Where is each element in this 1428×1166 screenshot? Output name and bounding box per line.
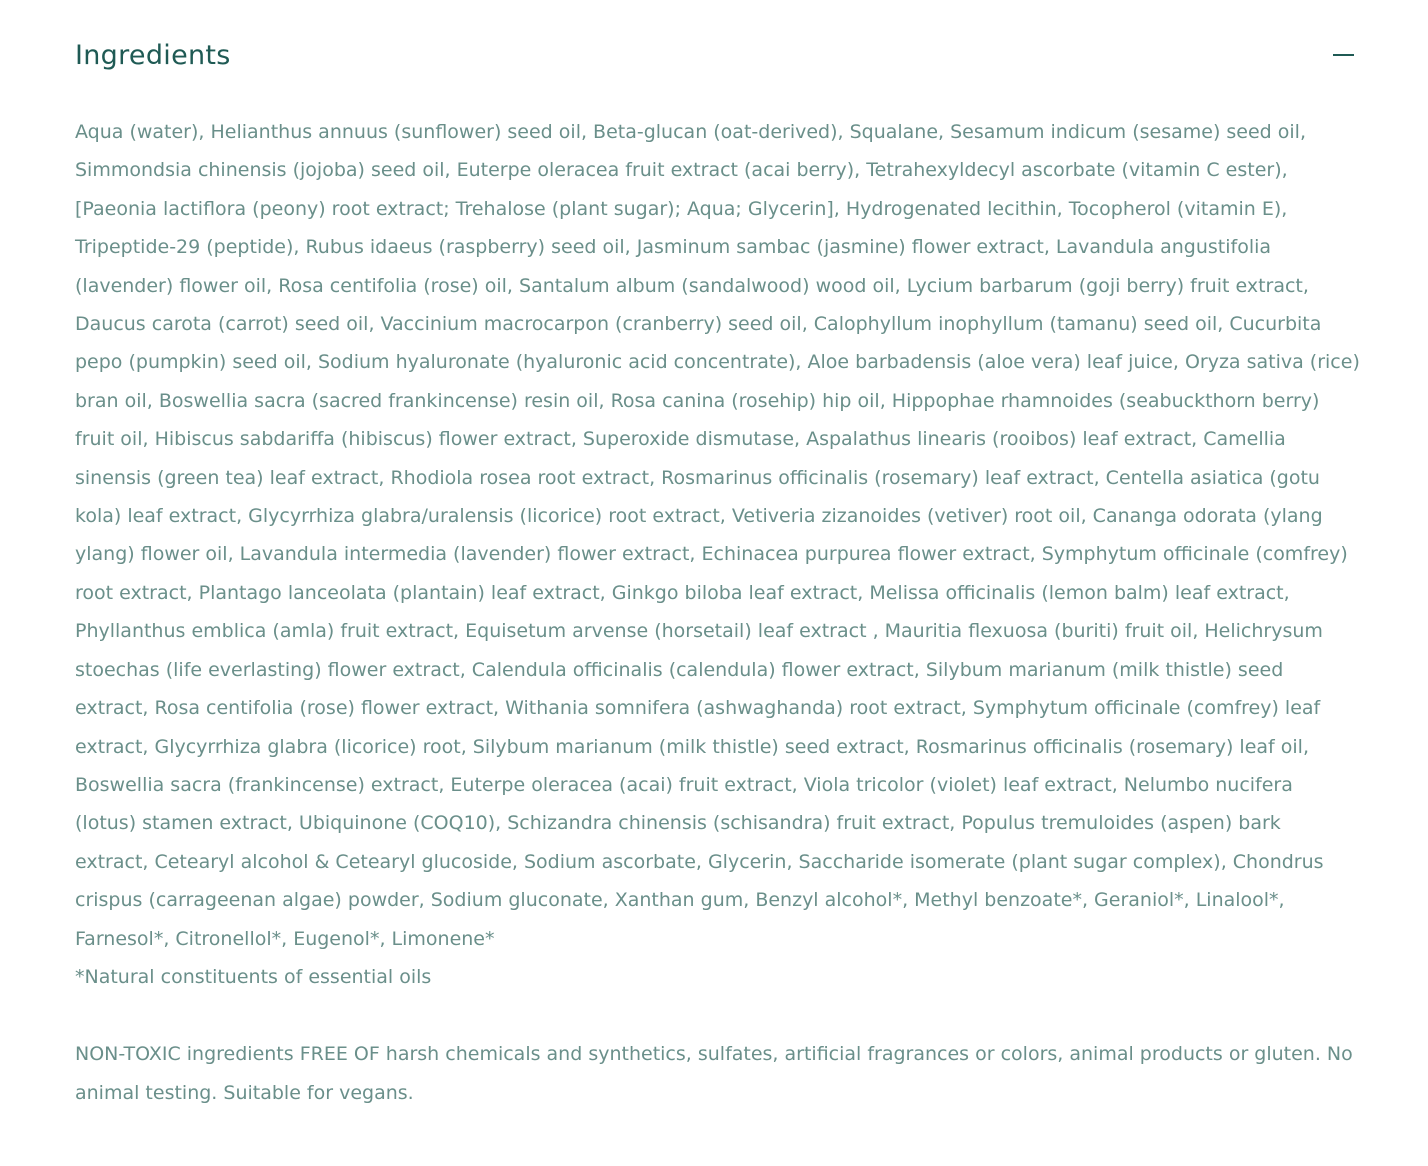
essential-oils-footnote: *Natural constituents of essential oils: [75, 965, 432, 988]
accordion-title[interactable]: Ingredients: [75, 40, 231, 71]
collapse-button[interactable]: [1332, 44, 1356, 68]
minus-icon: [1333, 54, 1354, 56]
accordion-header[interactable]: [75, 0, 1360, 112]
ingredients-list: Aqua (water), Helianthus annuus (sunflower) seed oil, Beta-glucan (oat-derived), Squalane, Sesamum indicum (sesame) seed oil, Simmondsia chinensis (jojoba) seed oil, Euterpe oleracea fruit extract (acai berry), Tetrahexyldecyl ascorbate (vitamin C ester), [Paeonia lactiflora (peony) root extract; Trehalose (plant sugar); Aqua; Glycerin], Hydrogenated lecithin, Tocopherol (vitamin E), Tripeptide-29 (peptide), Rubus idaeus (raspberry) seed oil, Jasminum sambac (jasmine) flower extract, Lavandula angustifolia (lavender) flower oil, Rosa centifolia (rose) oil, Santalum album (sandalwood) wood oil, Lycium barbarum (goji berry) fruit extract, Daucus carota (carrot) seed oil, Vaccinium macrocarpon (cranberry) seed oil, Calophyllum inophyllum (tamanu) seed oil, Cucurbita pepo (pumpkin) seed oil, Sodium hyaluronate (hyaluronic acid concentrate), Aloe barbadensis (aloe vera) leaf juice, Oryza sativa (rice) bran oil, Boswellia sacra (sacred frankincense) resin oil, Rosa canina (rosehip) hip oil, Hippophae rhamnoides (seabuckthorn berry) fruit oil, Hibiscus sabdariffa (hibiscus) flower extract, Superoxide dismutase, Aspalathus linearis (rooibos) leaf extract, Camellia sinensis (green tea) leaf extract, Rhodiola rosea root extract, Rosmarinus officinalis (rosemary) leaf extract, Centella asiatica (gotu kola) leaf extract, Glycyrrhiza glabra/uralensis (licorice) root extract, Vetiveria zizanoides (vetiver) root oil, Cananga odorata (ylang ylang) flower oil, Lavandula intermedia (lavender) flower extract, Echinacea purpurea flower extract, Symphytum officinale (comfrey) root extract, Plantago lanceolata (plantain) leaf extract, Ginkgo biloba leaf extract, Melissa officinalis (lemon balm) leaf extract, Phyllanthus emblica (amla) fruit extract, Equisetum arvense (horsetail) leaf extract , Mauritia flexuosa (buriti) fruit oil, Helichrysum stoechas (life everlasting) flower extract, Calendula officinalis (calendula) flower extract, Silybum marianum (milk thistle) seed extract, Rosa centifolia (rose) flower extract, Withania somnifera (ashwaghanda) root extract, Symphytum officinale (comfrey) leaf extract, Glycyrrhiza glabra (licorice) root, Silybum marianum (milk thistle) seed extract, Rosmarinus officinalis (rosemary) leaf oil, Boswellia sacra (frankincense) extract, Euterpe oleracea (acai) fruit extract, Viola tricolor (violet) leaf extract, Nelumbo nucifera (lotus) stamen extract, Ubiquinone (COQ10), Schizandra chinensis (schisandra) fruit extract, Populus tremuloides (aspen) bark extract, Cetearyl alcohol & Cetearyl glucoside, Sodium ascorbate, Glycerin, Saccharide isomerate (plant sugar complex), Chondrus crispus (carrageenan algae) powder, Sodium gluconate, Xanthan gum, Benzyl alcohol*, Methyl benzoate*, Geraniol*, Linalool*, Farnesol*, Citronellol*, Eugenol*, Limonene*: [75, 121, 1360, 950]
non-toxic-claims: NON-TOXIC ingredients FREE OF harsh chemicals and synthetics, sulfates, artificial fragrances or colors, animal products or gluten. No animal testing. Suitable for vegans.: [75, 1043, 1353, 1104]
ingredients-accordion: [75, 0, 1360, 1104]
accordion-body: [75, 113, 1360, 1112]
